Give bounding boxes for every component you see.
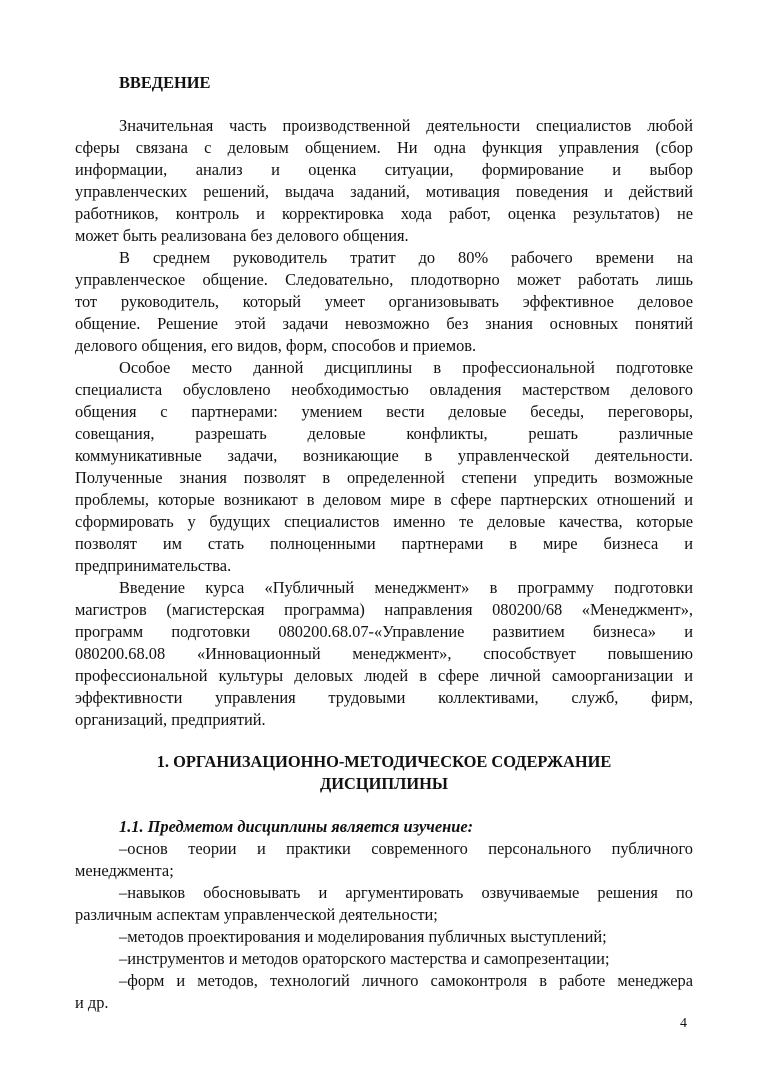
text-line: различным аспектам управленческой деятельности; — [75, 905, 438, 924]
text-line: коммуникативные задачи, возникающие в управленческой деятельности. — [75, 446, 693, 465]
text-line: Введение курса «Публичный менеджмент» в программу подготовки — [119, 578, 693, 597]
text-line: делового общения, его видов, форм, способов и приемов. — [75, 336, 477, 355]
section-heading: 1. ОРГАНИЗАЦИОННО-МЕТОДИЧЕСКОЕ СОДЕРЖАНИЕ — [156, 752, 612, 771]
list-item: –методов проектирования и моделирования публичных выступлений; — [119, 927, 607, 946]
text-line: сферы связана с деловым общением. Ни одна функция управления (сбор — [75, 138, 693, 157]
text-line: общения с партнерами: умением вести деловые беседы, переговоры, — [75, 402, 693, 421]
text-line: менеджмента; — [75, 861, 174, 880]
text-line: профессиональной культуры деловых людей в сфере личной самоорганизации и — [75, 666, 693, 685]
text-line: позволят им стать полноценными партнерами в мире бизнеса и — [75, 534, 693, 553]
text-line: совещания, разрешать деловые конфликты, решать различные — [75, 424, 693, 443]
text-line: Полученные знания позволят в определенной степени упредить возможные — [75, 468, 693, 487]
list-item: –инструментов и методов ораторского мастерства и самопрезентации; — [119, 949, 610, 968]
text-line: работников, контроль и корректировка хода работ, оценка результатов) не — [75, 204, 693, 223]
text-line: магистров (магистерская программа) направления 080200/68 «Менеджмент», — [75, 600, 693, 619]
list-item: –навыков обосновывать и аргументировать озвучиваемые решения по — [119, 883, 693, 902]
list-item: –основ теории и практики современного персонального публичного — [119, 839, 693, 858]
text-line: сформировать у будущих специалистов именно те деловые качества, которые — [75, 512, 693, 531]
text-line: В среднем руководитель тратит до 80% рабочего времени на — [119, 248, 693, 267]
text-line: специалиста обусловлено необходимостью овладения мастерством делового — [75, 380, 693, 399]
section-heading: ДИСЦИПЛИНЫ — [320, 774, 448, 793]
intro-heading: ВВЕДЕНИЕ — [119, 73, 211, 92]
text-line: эффективности управления трудовыми коллективами, служб, фирм, — [75, 688, 693, 707]
text-line: программ подготовки 080200.68.07-«Управление развитием бизнеса» и — [75, 622, 693, 641]
page-number: 4 — [680, 1016, 687, 1031]
text-line: информации, анализ и оценка ситуации, формирование и выбор — [75, 160, 693, 179]
text-line: и др. — [75, 993, 109, 1012]
text-line: Особое место данной дисциплины в профессиональной подготовке — [119, 358, 693, 377]
text-line: Значительная часть производственной деятельности специалистов любой — [119, 116, 693, 135]
subsection-heading: 1.1. Предметом дисциплины является изучение: — [119, 817, 474, 836]
text-line: организаций, предприятий. — [75, 710, 266, 729]
text-line: управленческих решений, выдача заданий, мотивация поведения и действий — [75, 182, 693, 201]
text-line: проблемы, которые возникают в деловом мире в сфере партнерских отношений и — [75, 490, 693, 509]
text-line: тот руководитель, который умеет организовывать эффективное деловое — [75, 292, 693, 311]
text-line: общение. Решение этой задачи невозможно без знания основных понятий — [75, 314, 693, 333]
text-line: 080200.68.08 «Инновационный менеджмент», способствует повышению — [75, 644, 693, 663]
list-item: –форм и методов, технологий личного самоконтроля в работе менеджера — [119, 971, 693, 990]
text-line: может быть реализована без делового общения. — [75, 226, 409, 245]
text-line: управленческое общение. Следовательно, плодотворно может работать лишь — [75, 270, 693, 289]
text-line: предпринимательства. — [75, 556, 232, 575]
